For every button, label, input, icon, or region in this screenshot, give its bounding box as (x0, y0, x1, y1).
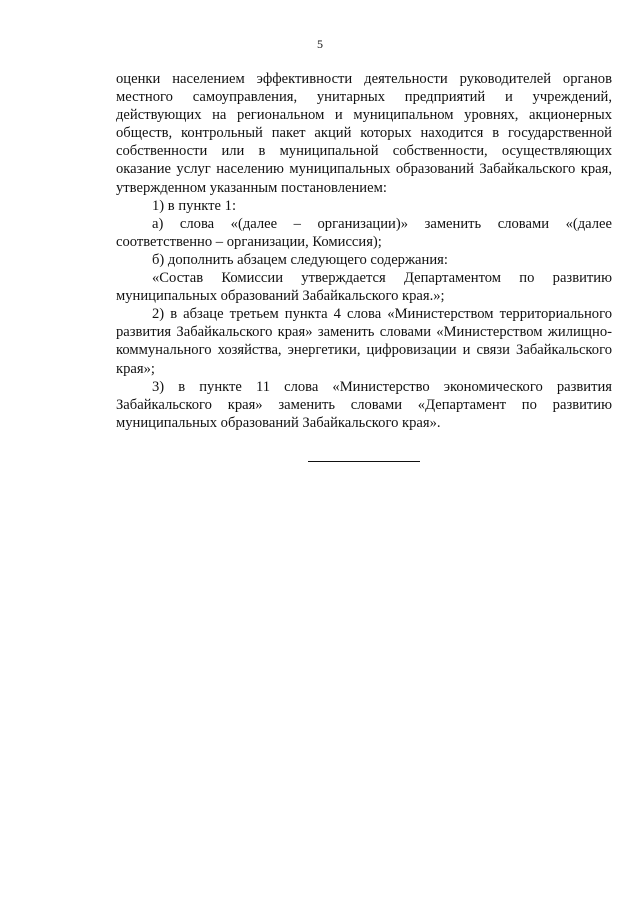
paragraph-quote-commission: «Состав Комиссии утверждается Департаментом по развитию муниципальных образований Забайкальского края.»; (116, 270, 612, 305)
paragraph-item-1: 1) в пункте 1: (152, 197, 237, 214)
document-body (116, 70, 612, 432)
paragraph-continuation: оценки населением эффективности деятельности руководителей органов местного самоуправления, унитарных предприятий и учреждений, действующих на региональном и муниципальном уровнях, акционерных обществ, контрольный пакет акций которых находится в государственной собственности или в муниципальной собственности, осуществляющих оказание услуг населению муниципальных образований Забайкальского края, утвержденном указанным постановлением: (116, 71, 612, 196)
page-number: 5 (317, 37, 323, 51)
paragraph-item-1b: б) дополнить абзацем следующего содержания: (152, 251, 448, 268)
paragraph-item-2: 2) в абзаце третьем пункта 4 слова «Министерством территориального развития Забайкальского края» заменить словами «Министерством жилищно-коммунального хозяйства, энергетики, цифровизации и связи Забайкальского края»; (116, 306, 612, 377)
end-separator-line (308, 461, 420, 462)
paragraph-item-1a: а) слова «(далее – организации)» заменить словами «(далее соответственно – организации, Комиссия); (116, 215, 612, 250)
paragraph-item-3: 3) в пункте 11 слова «Министерство экономического развития Забайкальского края» заменить словами «Департамент по развитию муниципальных образований Забайкальского края». (116, 378, 612, 431)
